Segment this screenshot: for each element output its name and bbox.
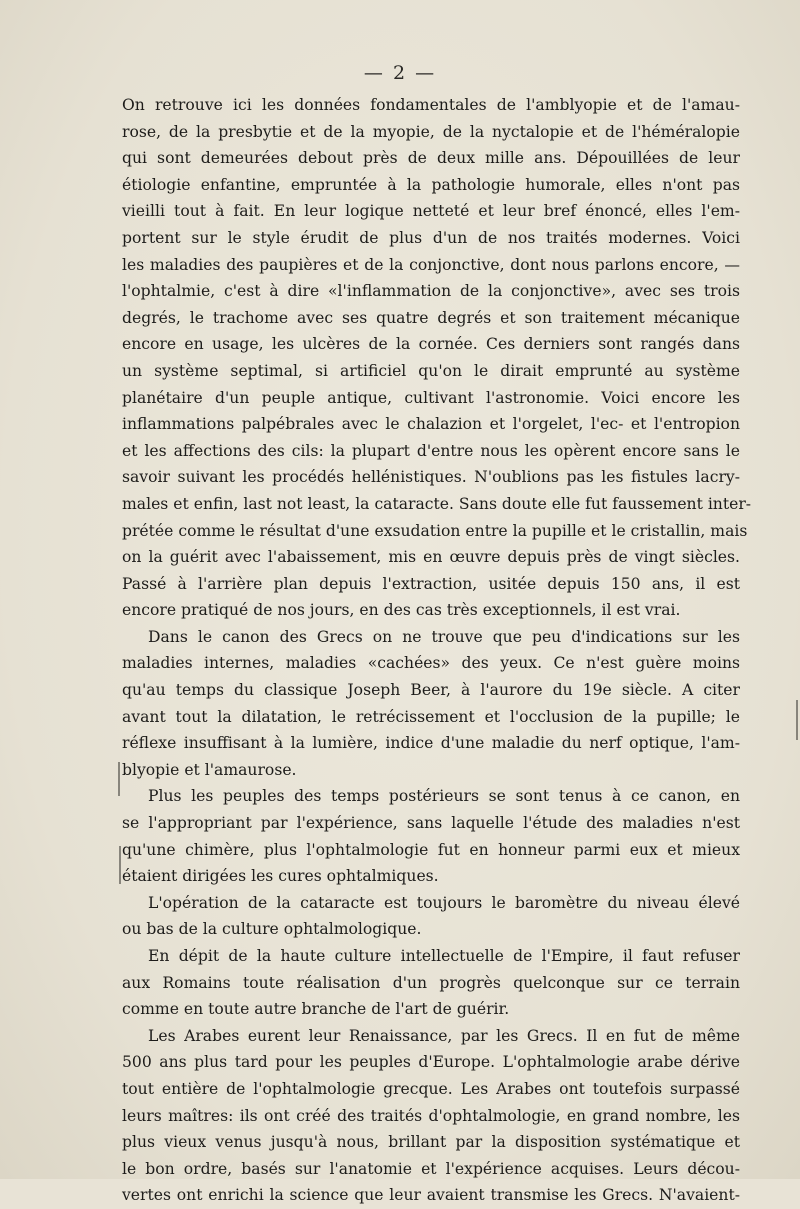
margin-mark (796, 700, 798, 740)
text-line: étiologie enfantine, empruntée à la pathologie humorale, elles n'ont pas (122, 175, 740, 194)
text-line: l'ophtalmie, c'est à dire «l'inflammation de la conjonctive», avec ses trois (122, 282, 740, 301)
body-text (122, 92, 752, 1209)
text-line: les maladies des paupières et de la conjonctive, dont nous parlons encore, — (122, 255, 740, 274)
text-line: plus vieux venus jusqu'à nous, brillant par la disposition systématique et (122, 1133, 740, 1152)
text-line: Passé à l'arrière plan depuis l'extraction, usitée depuis 150 ans, il est (122, 574, 740, 593)
text-line: comme en toute autre branche de l'art de guérir. (122, 1000, 510, 1019)
text-line: ou bas de la culture ophtalmologique. (122, 920, 422, 939)
text-line: maladies internes, maladies «cachées» des yeux. Ce n'est guère moins (122, 654, 740, 673)
text-line: blyopie et l'amaurose. (122, 760, 297, 779)
text-line: savoir suivant les procédés hellénistiques. N'oublions pas les fistules lacry- (122, 468, 740, 487)
text-line: vertes ont enrichi la science que leur avaient transmise les Grecs. N'avaient- (122, 1186, 740, 1205)
page-number: — 2 — (363, 62, 437, 84)
text-line: qu'au temps du classique Joseph Beer, à l'aurore du 19e siècle. A citer (122, 681, 740, 700)
margin-mark (118, 762, 120, 796)
text-line: un système septimal, si artificiel qu'on le dirait emprunté au système (122, 361, 740, 380)
text-line: En dépit de la haute culture intellectuelle de l'Empire, il faut refuser (148, 947, 740, 965)
text-line: vieilli tout à fait. En leur logique netteté et leur bref énoncé, elles l'em- (122, 202, 740, 221)
text-line: L'opération de la cataracte est toujours le baromètre du niveau élevé (148, 893, 740, 912)
text-line: Plus les peuples des temps postérieurs se sont tenus à ce canon, en (148, 787, 740, 806)
text-line: portent sur le style érudit de plus d'un de nos traités modernes. Voici (122, 228, 740, 247)
text-line: encore pratiqué de nos jours, en des cas très exceptionnels, il est vrai. (122, 601, 681, 620)
text-line: qui sont demeurées debout près de deux mille ans. Dépouillées de leur (122, 149, 740, 168)
text-line: qu'une chimère, plus l'ophtalmologie fut en honneur parmi eux et mieux (122, 840, 740, 859)
text-line: on la guérit avec l'abaissement, mis en œuvre depuis près de vingt siècles. (122, 548, 740, 567)
text-line: Les Arabes eurent leur Renaissance, par les Grecs. Il en fut de même (148, 1026, 740, 1045)
text-line: Dans le canon des Grecs on ne trouve que peu d'indications sur les (148, 627, 740, 646)
text-line: aux Romains toute réalisation d'un progrès quelconque sur ce terrain (122, 973, 740, 992)
text-line: prétée comme le résultat d'une exsudation entre la pupille et le cristallin, mais (122, 521, 748, 540)
text-line: encore en usage, les ulcères de la cornée. Ces derniers sont rangés dans (122, 335, 740, 354)
text-line: On retrouve ici les données fondamentales de l'amblyopie et de l'amau- (122, 96, 740, 114)
text-line: leurs maîtres: ils ont créé des traités d'ophtalmologie, en grand nombre, les (122, 1106, 740, 1125)
text-line: males et enfin, last not least, la cataracte. Sans doute elle fut faussement inter- (122, 494, 752, 513)
text-line: inflammations palpébrales avec le chalazion et l'orgelet, l'ec- et l'entropion (122, 415, 740, 434)
text-line: se l'appropriant par l'expérience, sans laquelle l'étude des maladies n'est (122, 814, 740, 833)
text-line: réflexe insuffisant à la lumière, indice d'une maladie du nerf optique, l'am- (122, 734, 740, 753)
text-line: tout entière de l'ophtalmologie grecque. Les Arabes ont toutefois surpassé (122, 1079, 740, 1098)
margin-mark (119, 846, 121, 884)
text-line: rose, de la presbytie et de la myopie, de la nyctalopie et de l'héméralopie (122, 122, 740, 141)
text-line: degrés, le trachome avec ses quatre degrés et son traitement mécanique (122, 308, 740, 327)
text-line: 500 ans plus tard pour les peuples d'Europe. L'ophtalmologie arabe dérive (122, 1053, 740, 1072)
text-line: avant tout la dilatation, le retrécissement et l'occlusion de la pupille; le (122, 707, 740, 726)
text-line: étaient dirigées les cures ophtalmiques. (122, 867, 439, 886)
text-line: et les affections des cils: la plupart d'entre nous les opèrent encore sans le (122, 441, 740, 460)
text-line: planétaire d'un peuple antique, cultivant l'astronomie. Voici encore les (122, 388, 740, 407)
text-line: le bon ordre, basés sur l'anatomie et l'expérience acquises. Leurs décou- (122, 1159, 740, 1178)
